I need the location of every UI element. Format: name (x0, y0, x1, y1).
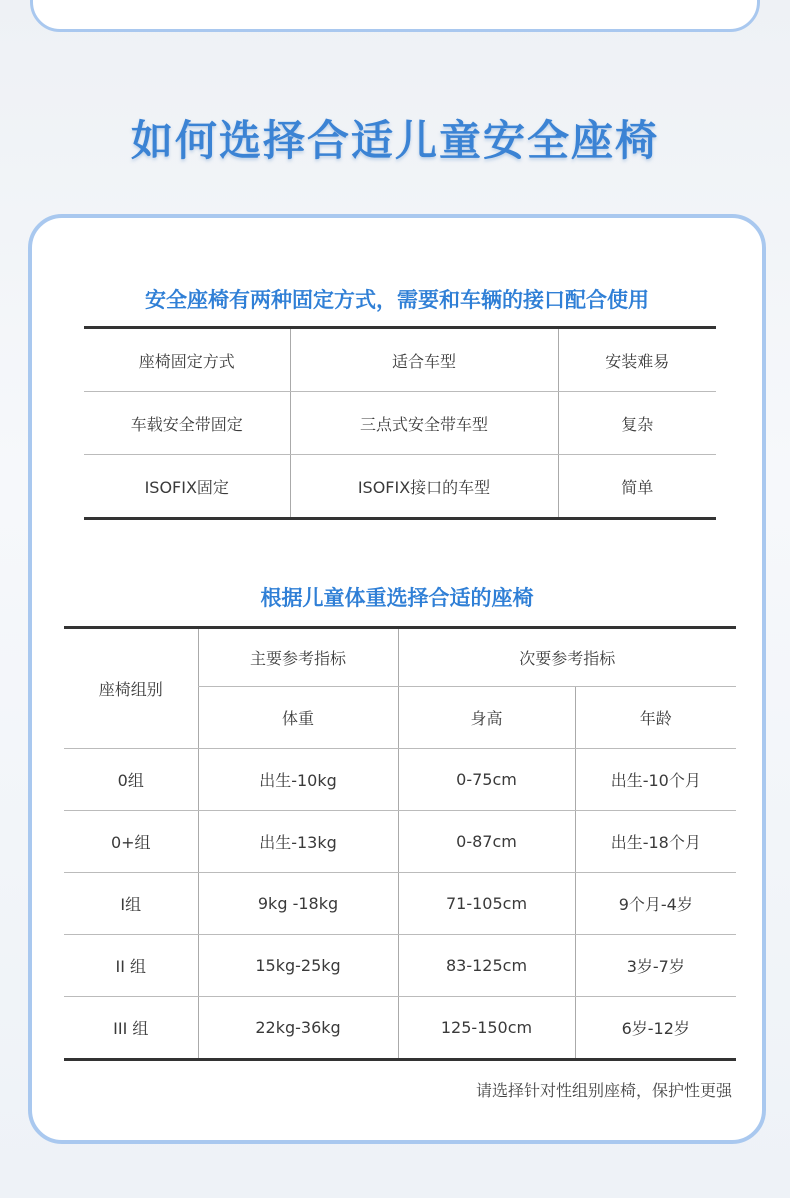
table-cell: 复杂 (558, 392, 716, 455)
table-cell: 71-105cm (398, 873, 575, 935)
table-header-row (84, 328, 716, 392)
table-row (64, 935, 736, 997)
table-cell: 车载安全带固定 (84, 392, 290, 455)
table-cell: 出生-18个月 (575, 811, 736, 873)
table-cell: 简单 (558, 455, 716, 519)
table-cell: 125-150cm (398, 997, 575, 1060)
table-cell: 0+组 (64, 811, 198, 873)
table-cell: 0组 (64, 749, 198, 811)
table-row (64, 873, 736, 935)
top-card (30, 0, 760, 32)
table-cell: 83-125cm (398, 935, 575, 997)
table-cell: 9个月-4岁 (575, 873, 736, 935)
section2-heading: 根据儿童体重选择合适的座椅 (260, 586, 534, 610)
table-cell: 15kg-25kg (198, 935, 398, 997)
footnote: 请选择针对性组别座椅，保护性更强 (475, 1081, 732, 1100)
table-header-row (64, 628, 736, 687)
table-cell: 3岁-7岁 (575, 935, 736, 997)
weight-group-table (64, 626, 736, 1061)
page-title: 如何选择合适儿童安全座椅 (130, 116, 659, 165)
table-cell: II 组 (64, 935, 198, 997)
table-cell: 出生-10个月 (575, 749, 736, 811)
table-cell: 9kg -18kg (198, 873, 398, 935)
primary-header: 主要参考指标 (198, 628, 398, 687)
table-row (84, 455, 716, 519)
table-row (64, 749, 736, 811)
table-cell: 三点式安全带车型 (290, 392, 558, 455)
height-header: 身高 (398, 687, 575, 749)
secondary-header: 次要参考指标 (398, 628, 736, 687)
info-card (28, 214, 766, 1144)
table-cell: 6岁-12岁 (575, 997, 736, 1060)
header-cell: 适合车型 (290, 328, 558, 392)
age-header: 年龄 (575, 687, 736, 749)
fixing-method-table (84, 326, 716, 520)
table-row (64, 811, 736, 873)
table-cell: ISOFIX接口的车型 (290, 455, 558, 519)
table-cell: 0-87cm (398, 811, 575, 873)
group-header: 座椅组别 (64, 628, 198, 749)
header-cell: 座椅固定方式 (84, 328, 290, 392)
table-cell: ISOFIX固定 (144, 477, 229, 497)
weight-header: 体重 (198, 687, 398, 749)
table-row (84, 392, 716, 455)
table-cell: 出生-10kg (198, 749, 398, 811)
table-cell: 出生-13kg (198, 811, 398, 873)
table-cell: 0-75cm (398, 749, 575, 811)
section1-heading: 安全座椅有两种固定方式，需要和车辆的接口配合使用 (145, 288, 649, 312)
header-cell: 安装难易 (558, 328, 716, 392)
table-cell: I组 (64, 873, 198, 935)
table-cell: 22kg-36kg (198, 997, 398, 1060)
table-row (64, 997, 736, 1060)
table-cell: III 组 (64, 997, 198, 1060)
